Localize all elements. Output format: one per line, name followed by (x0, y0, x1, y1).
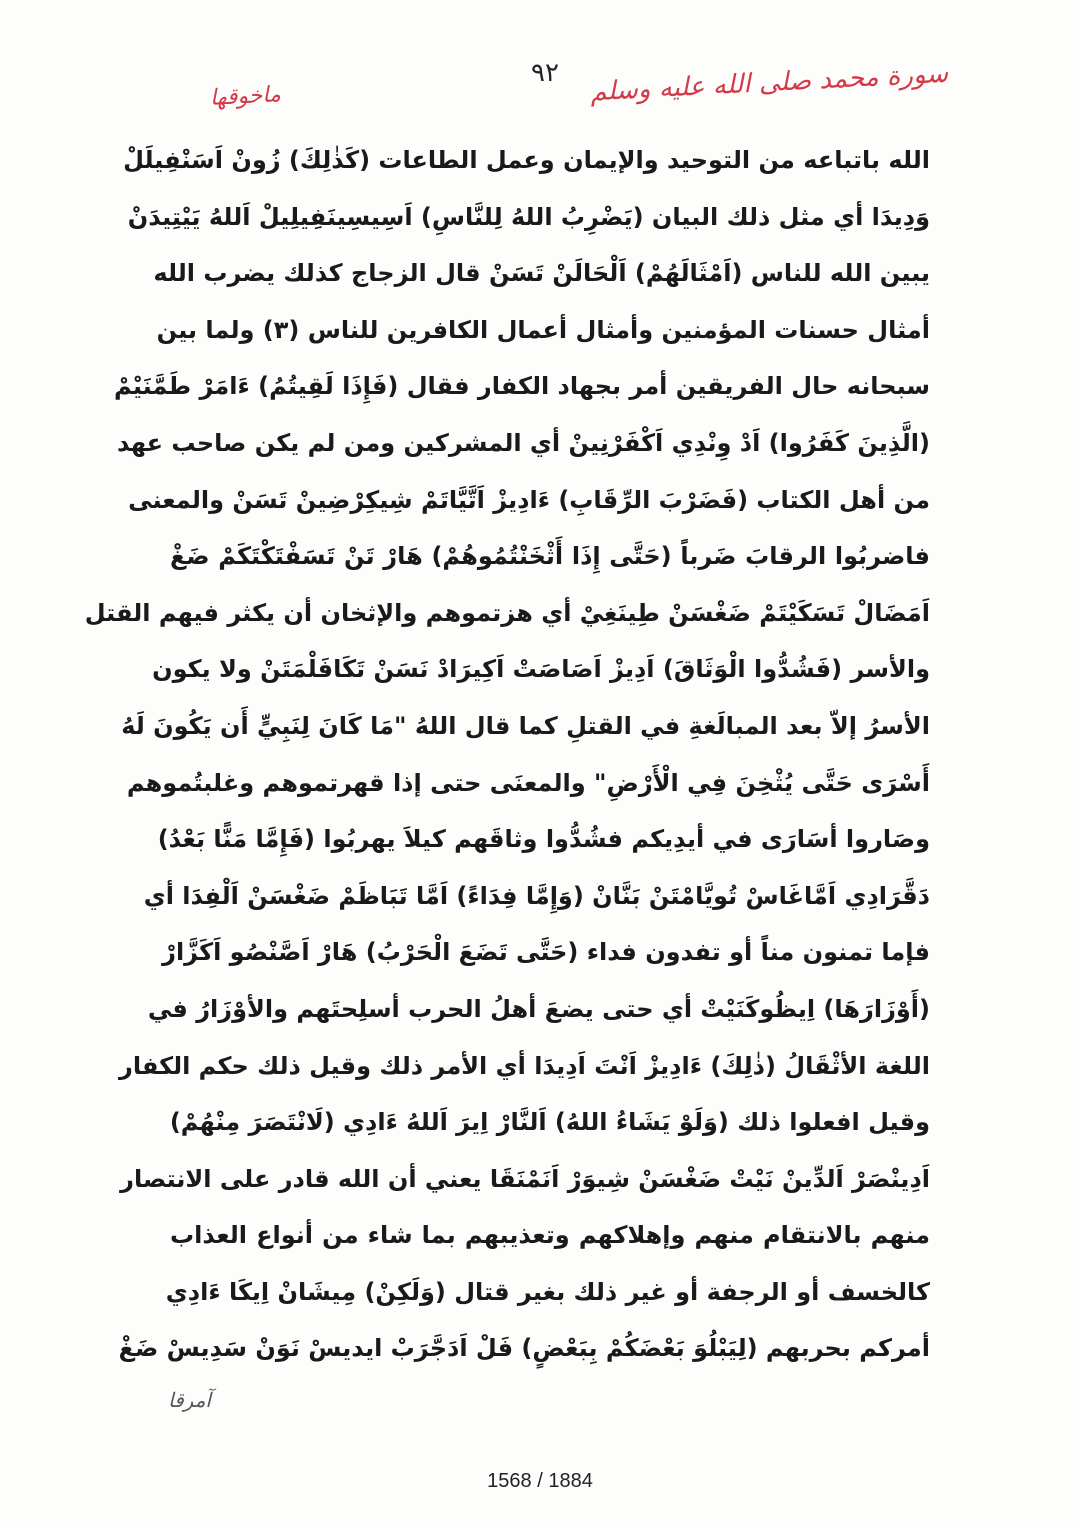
text-line: اَمَضَالْ تَسَكَيْتَمْ ضَغْسَنْ طِينَغِيْ أي هزتموهم والإثخان أن يكثر فيهم القتل (84, 598, 930, 627)
text-line: أمركم بحربهم (لِيَبْلُوَ بَعْضَكُمْ بِبَعْضٍ) فَلْ اَدَجَّرَبْ ايديسْ نَوَنْ سَدِيسْ ضَغْ (118, 1334, 930, 1363)
text-line: سبحانه حال الفريقين أمر بجهاد الكفار فقال (فَإِذَا لَقِيتُمُ) ءَامَرْ طَمَّنَيْمْ (114, 372, 930, 401)
text-line: (الَّذِينَ كَفَرُوا) اَدْ وِنْدِي اَكْفَرْنِينْ أي المشركين ومن لم يكن صاحب عهد (116, 428, 930, 457)
catchword: آمرقا (168, 1388, 211, 1412)
text-line: وصَاروا أسَارَى في أيدِيكم فشُدُّوا وثاقَهم كيلاَ يهربُوا (فَإِمَّا مَنًّا بَعْدُ) (157, 825, 930, 854)
text-line: دَقَّرَادِي اَمَّاغَاسْ تُويَّامْتَنْ بَنَّانْ (وَإِمَّا فِدَاءً) اَمَّا تَبَاظَمْ ضَغْسَنْ اَلْفِدَا أي (143, 881, 930, 910)
text-line: وقيل افعلوا ذلك (وَلَوْ يَشَاءُ اللهُ) اَلنَّارْ اِيرَ اَللهُ ءَادِي (لَانْتَصَرَ مِنْهُمْ) (169, 1108, 930, 1137)
text-line: الله باتباعه من التوحيد والإيمان وعمل الطاعات (كَذٰلِكَ) زُونْ اَسَنْفِيلَلْ (123, 146, 930, 174)
text-line: من أهل الكتاب (فَضَرْبَ الرِّقَابِ) ءَادِيزْ اَتَّيَّاتَمْ شِيكِرْضِينْ تَسَنْ والمعنى (128, 485, 930, 514)
text-line: أَسْرَى حَتَّى يُثْخِنَ فِي الْأَرْضِ" والمعنَى حتى إذا قهرتموهم وغلبتُموهم (126, 768, 930, 797)
page-counter: 1568 / 1884 (487, 1470, 593, 1492)
text-line: كالخسف أو الرجفة أو غير ذلك بغير قتال (وَلَكِنْ) مِيشَانْ اِيكَا ءَادِي (165, 1277, 930, 1306)
text-line: اللغة الأثْقَالُ (ذٰلِكَ) ءَادِيزْ اَنْتَ اَدِيدَا أي الأمر ذلك وقيل ذلك حكم الكفار (119, 1051, 930, 1080)
text-line: يبين الله للناس (اَمْثَالَهُمْ) اَلْحَالَنْ تَسَنْ قال الزجاج كذلك يضرب الله (153, 259, 930, 288)
body-text (84, 132, 930, 1377)
page-number: ٩٢ (531, 58, 559, 88)
header-note-handwritten: ماخوقها (209, 82, 282, 111)
text-line: وَدِيدَا أي مثل ذلك البيان (يَضْرِبُ اللهُ لِلنَّاسِ) اَسِيسِينَفِيلِيلْ اَللهُ يَيْتِيدَنْ (127, 202, 930, 231)
surah-title-handwritten: سورة محمد صلى الله عليه وسلم (589, 58, 949, 108)
text-line: أمثال حسنات المؤمنين وأمثال أعمال الكافرين للناس (٣) ولما بين (156, 315, 930, 344)
text-line: الأسرُ إلاّ بعد المبالَغةِ في القتلِ كما قال اللهُ "مَا كَانَ لِنَبِيٍّ أَن يَكُونَ لَهُ (121, 711, 930, 740)
text-line: فإما تمنون مناً أو تفدون فداء (حَتَّى تَضَعَ الْحَرْبُ) هَارْ اَصَّنْصُو اَكَزَّارْ (162, 938, 930, 967)
text-line: اَدِينْصَرْ اَلدِّينْ نَيْتْ ضَغْسَنْ شِيوَرْ اَنَمْنَقَا يعني أن الله قادر على الانتصار (120, 1164, 930, 1193)
text-line: فاضربُوا الرقابَ ضَرباً (حَتَّى إِذَا أَثْخَنْتُمُوهُمْ) هَارْ تَنْ تَسَفْتَكْتَكَمْ ضَغْ (170, 542, 930, 571)
text-line: (أَوْزَارَهَا) اِيظُوكَنَيْتْ أي حتى يضعَ أهلُ الحرب أسلِحتَهم والأوْزَارُ في (147, 994, 930, 1023)
text-line: والأسر (فَشُدُّوا الْوَثَاقَ) اَدِيزْ اَصَاصَتْ اَكِيرَادْ نَسَنْ تَكَافَلْمَتَنْ ولا يكون (152, 655, 930, 684)
text-line: منهم بالانتقام منهم وإهلاكهم وتعذيبهم بما شاء من أنواع العذاب (170, 1221, 930, 1250)
